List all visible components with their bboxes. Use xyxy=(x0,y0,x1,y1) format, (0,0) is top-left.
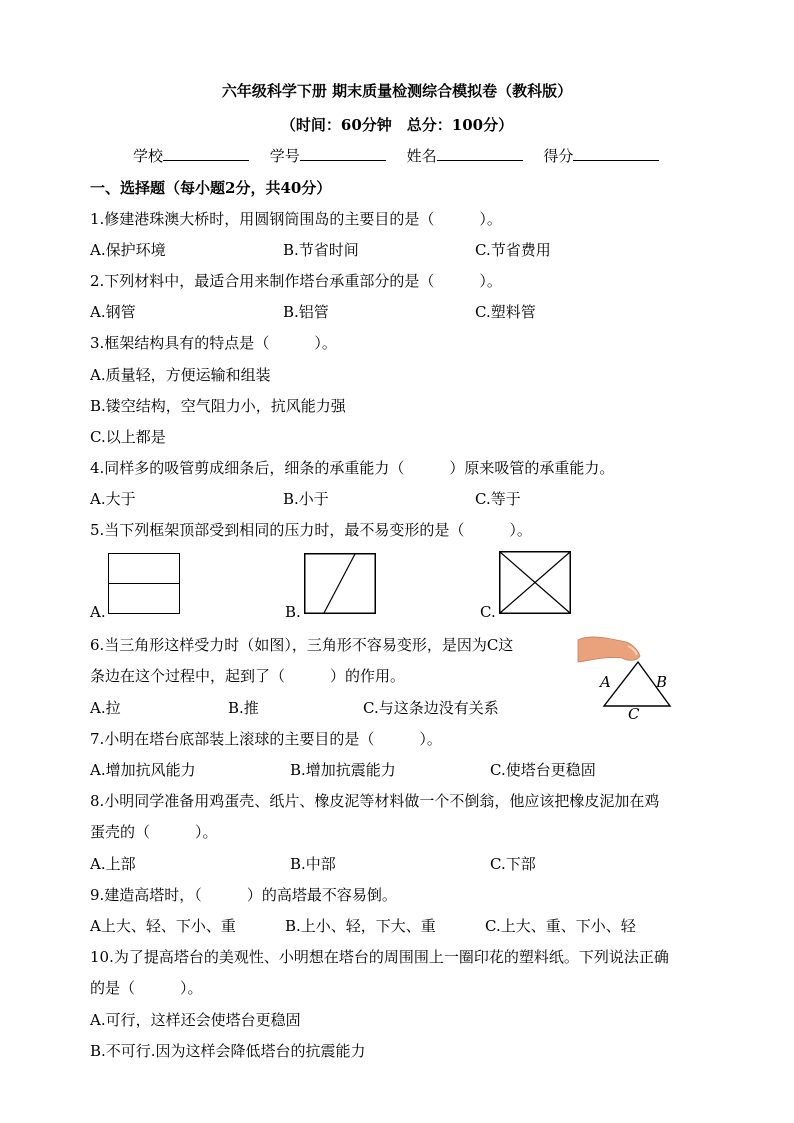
field-school: 学校 xyxy=(133,145,249,166)
question-1-option-c[interactable]: C.节省费用 xyxy=(475,241,551,259)
question-2-option-c[interactable]: C.塑料管 xyxy=(475,303,536,321)
question-2-option-b[interactable]: B.铝管 xyxy=(283,303,329,321)
question-7-option-c[interactable]: C.使塔台更稳固 xyxy=(490,761,596,779)
question-1-option-b[interactable]: B.节省时间 xyxy=(283,241,359,259)
question-10-stem-line1: 10.为了提高塔台的美观性、小明想在塔台的周围围上一圈印花的塑料纸。下列说法正确 xyxy=(90,948,669,966)
triangle-label-c: C xyxy=(628,705,640,723)
section-heading: 一、选择题（每小题2分，共40分） xyxy=(90,179,332,197)
question-9-option-c[interactable]: C.上大、重、下小、轻 xyxy=(485,917,636,935)
triangle-label-a: A xyxy=(600,673,611,691)
horizontal-brace xyxy=(109,583,179,584)
score-blank[interactable] xyxy=(573,146,659,161)
question-1-option-a[interactable]: A.保护环境 xyxy=(90,241,166,259)
question-4-option-c[interactable]: C.等于 xyxy=(475,490,521,508)
question-10-stem-line2: 的是（ ）。 xyxy=(90,979,203,997)
question-5-option-b[interactable]: B. xyxy=(285,603,301,621)
question-3-option-c[interactable]: C.以上都是 xyxy=(90,428,166,446)
question-5-stem: 5.当下列框架顶部受到相同的压力时，最不易变形的是（ ）。 xyxy=(90,521,532,539)
question-3-option-a[interactable]: A.质量轻，方便运输和组装 xyxy=(90,366,271,384)
question-10-option-b[interactable]: B.不可行.因为这样会降低塔台的抗震能力 xyxy=(90,1042,366,1060)
student-id-blank[interactable] xyxy=(300,146,386,161)
exam-subtitle: （时间：60分钟 总分：100分） xyxy=(280,116,514,134)
frame-cross-brace-figure xyxy=(499,551,571,614)
question-9-stem: 9.建造高塔时，（ ）的高塔最不容易倒。 xyxy=(90,886,397,904)
triangle-label-b: B xyxy=(656,673,668,691)
question-4-option-a[interactable]: A.大于 xyxy=(90,490,136,508)
field-name: 姓名 xyxy=(407,145,523,166)
question-8-stem-line1: 8.小明同学准备用鸡蛋壳、纸片、橡皮泥等材料做一个不倒翁，他应该把橡皮泥加在鸡 xyxy=(90,792,660,810)
frame-horizontal-bar-figure xyxy=(108,553,180,614)
field-student-id: 学号 xyxy=(270,145,386,166)
question-1-stem: 1.修建港珠澳大桥时，用圆钢筒围岛的主要目的是（ ）。 xyxy=(90,210,502,228)
school-blank[interactable] xyxy=(163,146,249,161)
question-4-option-b[interactable]: B.小于 xyxy=(283,490,329,508)
field-score: 得分 xyxy=(543,145,659,166)
question-3-option-b[interactable]: B.镂空结构，空气阻力小，抗风能力强 xyxy=(90,397,346,415)
question-3-stem: 3.框架结构具有的特点是（ ）。 xyxy=(90,334,337,352)
question-4-stem: 4.同样多的吸管剪成细条后，细条的承重能力（ ）原来吸管的承重能力。 xyxy=(90,459,615,477)
question-2-option-a[interactable]: A.钢管 xyxy=(90,303,136,321)
question-8-stem-line2: 蛋壳的（ ）。 xyxy=(90,823,218,841)
question-7-option-a[interactable]: A.增加抗风能力 xyxy=(90,761,196,779)
question-8-option-c[interactable]: C.下部 xyxy=(490,855,536,873)
name-blank[interactable] xyxy=(437,146,523,161)
question-6-option-b[interactable]: B.推 xyxy=(228,699,259,717)
question-9-option-a[interactable]: A上大、轻、下小、重 xyxy=(90,917,236,935)
student-info-fields xyxy=(133,145,675,166)
exam-title: 六年级科学下册 期末质量检测综合模拟卷（教科版） xyxy=(221,82,573,100)
question-10-option-a[interactable]: A.可行，这样还会使塔台更稳固 xyxy=(90,1011,301,1029)
question-5-option-a[interactable]: A. xyxy=(90,603,106,621)
question-6-stem-line2: 条边在这个过程中，起到了（ ）的作用。 xyxy=(90,667,406,685)
frame-diagonal-figure xyxy=(304,553,376,614)
question-6-option-a[interactable]: A.拉 xyxy=(90,699,121,717)
finger-icon xyxy=(578,637,640,662)
question-6-stem-line1: 6.当三角形这样受力时（如图），三角形不容易变形，是因为C这 xyxy=(90,636,514,654)
question-8-option-a[interactable]: A.上部 xyxy=(90,855,136,873)
question-8-option-b[interactable]: B.中部 xyxy=(290,855,336,873)
question-7-stem: 7.小明在塔台底部装上滚球的主要目的是（ ）。 xyxy=(90,730,442,748)
question-6-option-c[interactable]: C.与这条边没有关系 xyxy=(363,699,499,717)
question-5-option-c[interactable]: C. xyxy=(480,603,496,621)
question-2-stem: 2.下列材料中，最适合用来制作塔台承重部分的是（ ）。 xyxy=(90,272,502,290)
question-7-option-b[interactable]: B.增加抗震能力 xyxy=(290,761,396,779)
question-9-option-b[interactable]: B.上小、轻，下大、重 xyxy=(285,917,436,935)
